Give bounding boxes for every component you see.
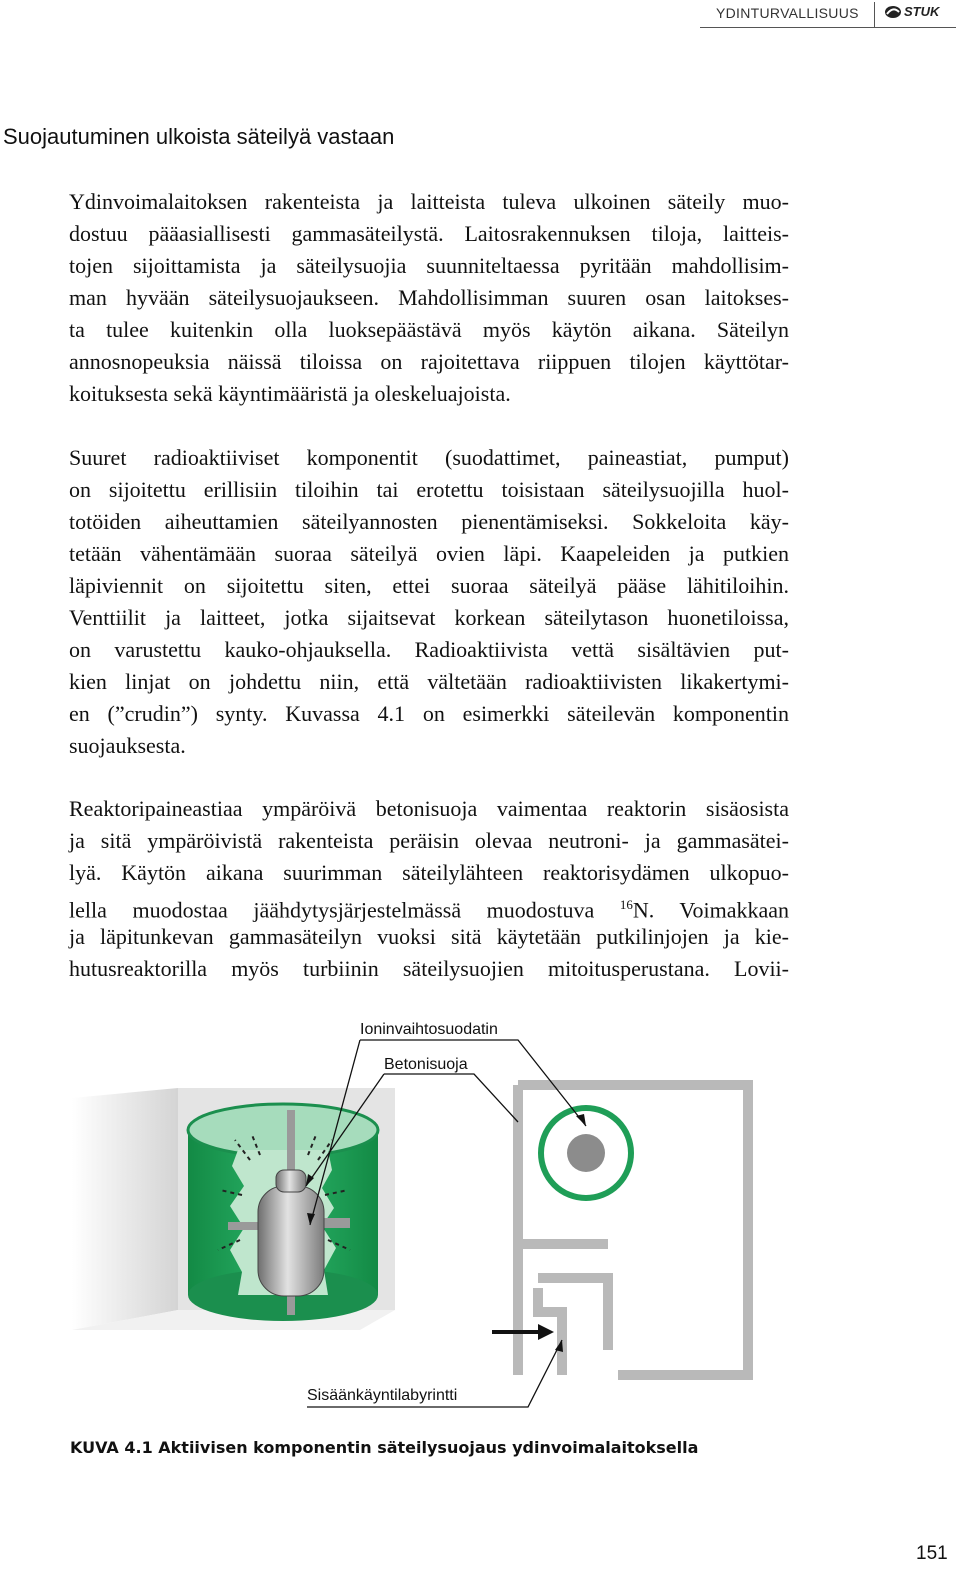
text-line: en (”crudin”) synty. Kuvassa 4.1 on esimerkki säteilevän komponentin [69,701,789,726]
label-ion-exchange-filter: Ioninvaihtosuodatin [360,1021,498,1038]
text-line: Ydinvoimalaitoksen rakenteista ja laitteista tuleva ulkoinen säteily muo- [69,189,789,214]
text-line: hutusreaktorilla myös turbiinin säteilysuojien mitoitusperustana. Lovii- [69,956,789,981]
text-line: tetään vähentämään suoraa säteilyä ovien läpi. Kaapeleiden ja putkien [69,541,789,566]
isotope-mass-number: 16 [619,897,633,912]
logo-text: STUK [904,4,940,19]
header-section-label: YDINTURVALLISUUS [716,5,859,21]
text-line: Venttiilit ja laitteet, jotka sijaitsevat korkean säteilytason huonetiloissa, [69,605,789,630]
isotope-symbol: N. Voimakkaan [632,897,790,923]
text-line: annosnopeuksia näissä tiloissa on rajoitettava riippuen tilojen käyttötar- [69,349,789,374]
section-title: Suojautuminen ulkoista säteilyä vastaan [3,124,395,149]
text-line: lyä. Käytön aikana suurimman säteilylähteen reaktorisydämen ulkopuo- [69,860,789,885]
text-line: koituksesta sekä käyntimääristä ja oleskeluajoista. [69,381,511,406]
text-line: man hyvään säteilysuojaukseen. Mahdollisimman suuren osan laitokses- [69,285,789,310]
stuk-logo-icon [884,5,902,19]
paragraph-2 [69,442,789,762]
stuk-logo [884,4,939,19]
text-line: läpiviennit on sijoitettu siten, ettei suoraa säteilyä pääse lähitiloihin. [69,573,789,598]
text-line [69,889,789,921]
figure-caption: KUVA 4.1 Aktiivisen komponentin säteilysuojaus ydinvoimalaitoksella [70,1438,699,1457]
shielding-figure [60,1010,820,1420]
text-line: totöiden aiheuttamien säteilyannosten pienentämiseksi. Sokkeloita käy- [69,509,789,534]
text-line: tojen sijoittamista ja säteilysuojia suunniteltaessa pyritään mahdollisim- [69,253,789,278]
text-line: kien linjat on johdettu niin, että vältetään radioaktiivisten likakertymi- [69,669,789,694]
text-line: suojauksesta. [69,733,186,758]
text-line: Reaktoripaineastiaa ympäröivä betonisuoja vaimentaa reaktorin sisäosista [69,796,789,821]
label-entrance-labyrinth: Sisäänkäyntilabyrintti [307,1387,458,1404]
text-line: Suuret radioaktiiviset komponentit (suodattimet, paineastiat, pumput) [69,445,789,470]
paragraph-1 [69,186,789,410]
header-divider [874,2,875,27]
label-concrete-shield: Betonisuoja [384,1056,468,1073]
paragraph-3 [69,793,789,985]
header-rule [700,27,956,28]
text-fragment: lella muodostaa jäähdytysjärjestelmässä muodostuva [69,897,620,923]
text-line: on varustettu kauko-ohjauksella. Radioaktiivista vettä sisältävien put- [69,637,789,662]
text-line: on sijoitettu erillisiin tiloihin tai erotettu toisistaan säteilysuojilla huol- [69,477,789,502]
text-line: ja sitä ympäröivistä rakenteista peräisin olevaa neutroni- ja gammasätei- [69,828,789,853]
page-number: 151 [916,1543,948,1564]
text-line: ta tulee kuitenkin olla luoksepäästävä myös käytön aikana. Säteilyn [69,317,789,342]
text-line: ja läpitunkevan gammasäteilyn vuoksi sitä käytetään putkilinjojen ja kie- [69,924,789,949]
ion-exchange-filter-plan [541,1108,631,1198]
text-line: dostuu pääasiallisesti gammasäteilystä. Laitosrakennuksen tiloja, laitteis- [69,221,789,246]
